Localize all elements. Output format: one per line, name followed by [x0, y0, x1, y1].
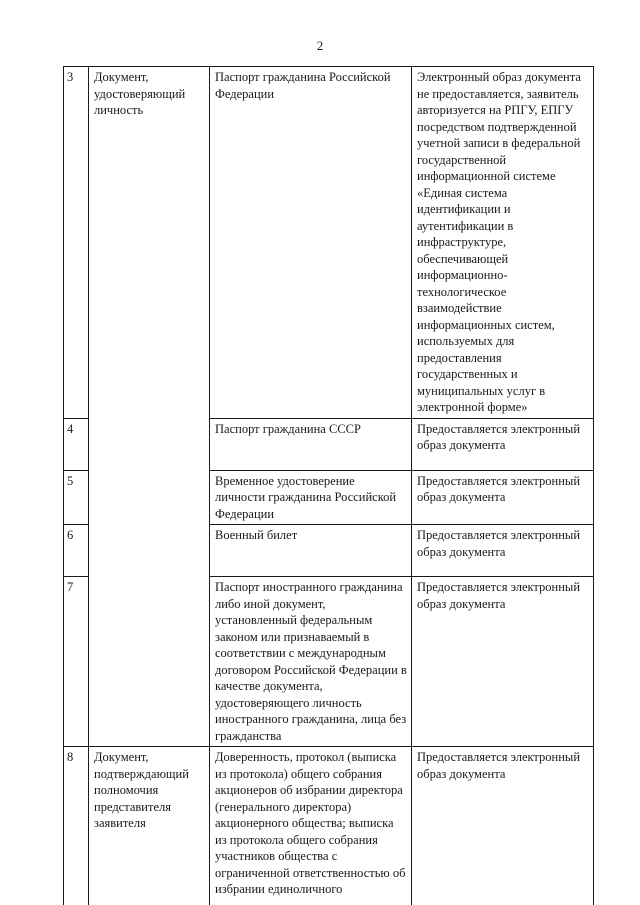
table-row: [64, 747, 594, 905]
documents-table: [63, 66, 594, 905]
document-cell: Доверенность, протокол (выписка из протокола) общего собрания акционеров об избрании директора (генерального директора) акционерного общества; выписка из протокола общего собрания участников общества с ограниченной ответственностью об избрании единоличного: [210, 747, 412, 905]
category-cell-continued: [89, 418, 210, 470]
category-cell-continued: [89, 525, 210, 577]
table-row: [64, 525, 594, 577]
row-number: 3: [64, 67, 89, 419]
category-cell: Документ, подтверждающий полномочия представителя заявителя: [89, 747, 210, 905]
table-row: [64, 67, 594, 419]
row-number: 4: [64, 418, 89, 470]
row-number: 7: [64, 577, 89, 747]
note-cell: Предоставляется электронный образ документа: [412, 418, 594, 470]
page-number: 2: [316, 38, 324, 53]
category-cell: Документ, удостоверяющий личность: [89, 67, 210, 419]
document-cell: Временное удостоверение личности гражданина Российской Федерации: [210, 470, 412, 525]
row-number: 8: [64, 747, 89, 905]
row-number: 5: [64, 470, 89, 525]
note-cell: Предоставляется электронный образ документа: [412, 525, 594, 577]
table-row: [64, 418, 594, 470]
category-cell-continued: [89, 470, 210, 525]
document-cell: Паспорт гражданина Российской Федерации: [210, 67, 412, 419]
document-cell: Военный билет: [210, 525, 412, 577]
note-cell: Предоставляется электронный образ документа: [412, 747, 594, 905]
table-row: [64, 577, 594, 747]
row-number: 6: [64, 525, 89, 577]
document-cell: Паспорт иностранного гражданина либо иной документ, установленный федеральным законом или признаваемый в соответствии с международным договором Российской Федерации в качестве документа, удостоверяющего личность иностранного гражданина, лица без гражданства: [210, 577, 412, 747]
table-row: [64, 470, 594, 525]
note-cell: Предоставляется электронный образ документа: [412, 470, 594, 525]
note-cell: Предоставляется электронный образ документа: [412, 577, 594, 747]
note-cell: Электронный образ документа не предоставляется, заявитель авторизуется на РПГУ, ЕПГУ посредством подтвержденной учетной записи в федеральной государственной информационной системе «Единая система идентификации и аутентификации в инфраструктуре, обеспечивающей информационно-технологическое взаимодействие информационных систем, используемых для предоставления государственных и муниципальных услуг в электронной форме»: [412, 67, 594, 419]
document-cell: Паспорт гражданина СССР: [210, 418, 412, 470]
category-cell-continued: [89, 577, 210, 747]
